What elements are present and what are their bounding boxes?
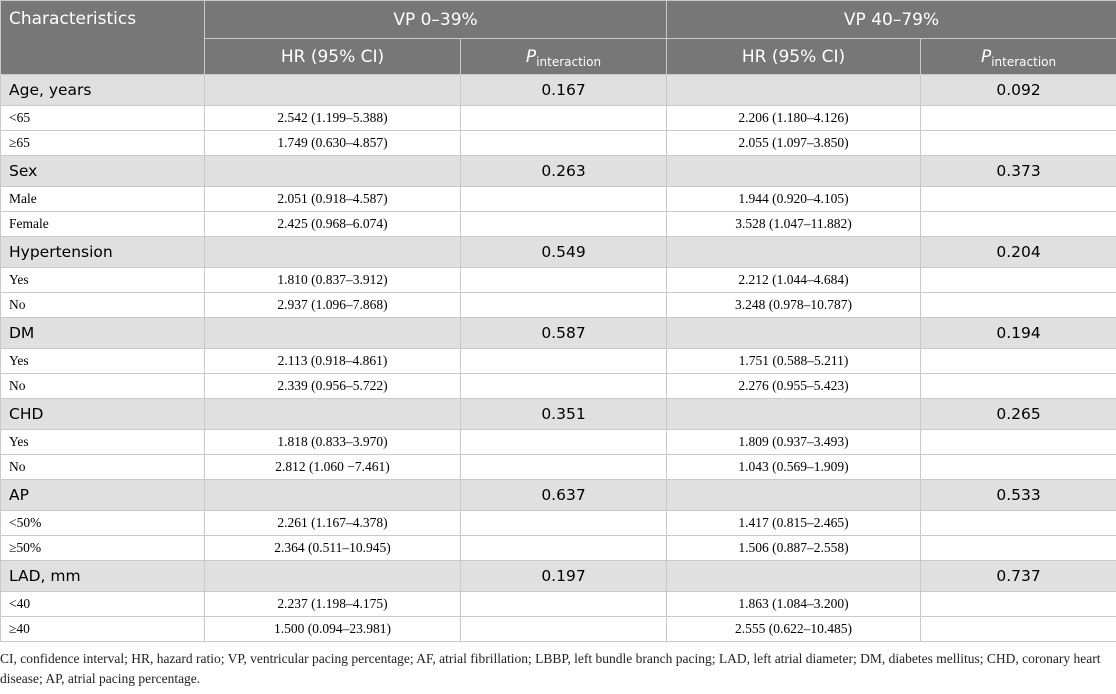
table-row xyxy=(1,131,1116,156)
empty-cell xyxy=(921,268,1116,293)
hr-value: 1.749 (0.630–4.857) xyxy=(205,131,461,156)
hr-value: 1.809 (0.937–3.493) xyxy=(667,430,921,455)
subgroup-label: No xyxy=(1,293,205,318)
group-row xyxy=(1,399,1116,430)
hr-value: 1.810 (0.837–3.912) xyxy=(205,268,461,293)
empty-cell xyxy=(667,480,921,511)
table-row xyxy=(1,592,1116,617)
empty-cell xyxy=(667,237,921,268)
p-interaction-value: 0.351 xyxy=(461,399,667,430)
p-interaction-value: 0.197 xyxy=(461,561,667,592)
table-row xyxy=(1,268,1116,293)
empty-cell xyxy=(921,511,1116,536)
hr-value: 1.506 (0.887–2.558) xyxy=(667,536,921,561)
hr-value: 2.276 (0.955–5.423) xyxy=(667,374,921,399)
hr-value: 2.937 (1.096–7.868) xyxy=(205,293,461,318)
empty-cell xyxy=(921,187,1116,212)
hr-value: 2.051 (0.918–4.587) xyxy=(205,187,461,212)
table-row xyxy=(1,455,1116,480)
subgroup-label: Yes xyxy=(1,268,205,293)
empty-cell xyxy=(205,237,461,268)
table-row xyxy=(1,374,1116,399)
p-interaction-value: 0.167 xyxy=(461,75,667,106)
empty-cell xyxy=(461,617,667,642)
hr-value: 2.212 (1.044–4.684) xyxy=(667,268,921,293)
header-group-vp-40-79: VP 40–79% xyxy=(667,1,1116,39)
empty-cell xyxy=(921,374,1116,399)
group-row xyxy=(1,237,1116,268)
hr-value: 2.055 (1.097–3.850) xyxy=(667,131,921,156)
header-hr-2: HR (95% CI) xyxy=(667,39,921,75)
p-interaction-value: 0.092 xyxy=(921,75,1116,106)
group-label: CHD xyxy=(1,399,205,430)
table-row xyxy=(1,511,1116,536)
p-interaction-value: 0.737 xyxy=(921,561,1116,592)
hr-value: 1.500 (0.094–23.981) xyxy=(205,617,461,642)
hr-value: 1.944 (0.920–4.105) xyxy=(667,187,921,212)
empty-cell xyxy=(667,318,921,349)
group-label: Age, years xyxy=(1,75,205,106)
group-row xyxy=(1,561,1116,592)
hr-value: 2.339 (0.956–5.722) xyxy=(205,374,461,399)
empty-cell xyxy=(921,592,1116,617)
hr-value: 2.812 (1.060 −7.461) xyxy=(205,455,461,480)
group-label: Hypertension xyxy=(1,237,205,268)
p-interaction-value: 0.549 xyxy=(461,237,667,268)
subgroup-label: <50% xyxy=(1,511,205,536)
table-row xyxy=(1,293,1116,318)
subgroup-label: ≥65 xyxy=(1,131,205,156)
header-group-vp-0-39: VP 0–39% xyxy=(205,1,667,39)
empty-cell xyxy=(921,131,1116,156)
hr-value: 1.417 (0.815–2.465) xyxy=(667,511,921,536)
empty-cell xyxy=(205,399,461,430)
table-row xyxy=(1,187,1116,212)
p-interaction-value: 0.533 xyxy=(921,480,1116,511)
hr-value: 1.751 (0.588–5.211) xyxy=(667,349,921,374)
empty-cell xyxy=(921,349,1116,374)
table-row xyxy=(1,617,1116,642)
hr-value: 1.043 (0.569–1.909) xyxy=(667,455,921,480)
hr-value: 2.555 (0.622–10.485) xyxy=(667,617,921,642)
hr-value: 2.113 (0.918–4.861) xyxy=(205,349,461,374)
group-label: DM xyxy=(1,318,205,349)
p-interaction-value: 0.587 xyxy=(461,318,667,349)
p-interaction-value: 0.194 xyxy=(921,318,1116,349)
hr-value: 2.206 (1.180–4.126) xyxy=(667,106,921,131)
group-row xyxy=(1,156,1116,187)
p-subscript: interaction xyxy=(991,54,1057,69)
subgroup-label: <65 xyxy=(1,106,205,131)
header-p-interaction-2 xyxy=(921,39,1116,75)
group-row xyxy=(1,480,1116,511)
table-row xyxy=(1,212,1116,237)
table-row xyxy=(1,536,1116,561)
empty-cell xyxy=(667,399,921,430)
empty-cell xyxy=(667,75,921,106)
p-symbol: P xyxy=(525,46,537,67)
hr-value: 2.237 (1.198–4.175) xyxy=(205,592,461,617)
table-row xyxy=(1,349,1116,374)
hr-value: 2.542 (1.199–5.388) xyxy=(205,106,461,131)
table-header xyxy=(1,1,1116,75)
hr-value: 1.863 (1.084–3.200) xyxy=(667,592,921,617)
hr-value: 2.364 (0.511–10.945) xyxy=(205,536,461,561)
empty-cell xyxy=(921,430,1116,455)
table-body xyxy=(1,75,1116,642)
empty-cell xyxy=(667,561,921,592)
p-interaction-value: 0.204 xyxy=(921,237,1116,268)
subgroup-label: Male xyxy=(1,187,205,212)
group-label: Sex xyxy=(1,156,205,187)
empty-cell xyxy=(205,561,461,592)
subgroup-label: Female xyxy=(1,212,205,237)
empty-cell xyxy=(461,293,667,318)
empty-cell xyxy=(461,349,667,374)
subgroup-label: ≥40 xyxy=(1,617,205,642)
p-interaction-value: 0.637 xyxy=(461,480,667,511)
p-interaction-value: 0.265 xyxy=(921,399,1116,430)
table-row xyxy=(1,430,1116,455)
subgroup-label: Yes xyxy=(1,430,205,455)
subgroup-label: No xyxy=(1,455,205,480)
empty-cell xyxy=(461,187,667,212)
empty-cell xyxy=(921,106,1116,131)
empty-cell xyxy=(921,293,1116,318)
header-p-interaction-1 xyxy=(461,39,667,75)
group-label: LAD, mm xyxy=(1,561,205,592)
empty-cell xyxy=(205,156,461,187)
p-interaction-value: 0.263 xyxy=(461,156,667,187)
empty-cell xyxy=(921,212,1116,237)
empty-cell xyxy=(461,430,667,455)
subgroup-label: <40 xyxy=(1,592,205,617)
group-label: AP xyxy=(1,480,205,511)
empty-cell xyxy=(461,374,667,399)
empty-cell xyxy=(461,268,667,293)
subgroup-label: ≥50% xyxy=(1,536,205,561)
p-symbol: P xyxy=(980,46,992,67)
empty-cell xyxy=(461,212,667,237)
p-interaction-value: 0.373 xyxy=(921,156,1116,187)
hr-value: 2.261 (1.167–4.378) xyxy=(205,511,461,536)
empty-cell xyxy=(921,536,1116,561)
group-row xyxy=(1,318,1116,349)
empty-cell xyxy=(461,131,667,156)
empty-cell xyxy=(461,511,667,536)
p-subscript: interaction xyxy=(536,54,602,69)
empty-cell xyxy=(461,106,667,131)
header-hr-1: HR (95% CI) xyxy=(205,39,461,75)
empty-cell xyxy=(461,536,667,561)
empty-cell xyxy=(461,455,667,480)
empty-cell xyxy=(205,75,461,106)
hr-value: 3.528 (1.047–11.882) xyxy=(667,212,921,237)
empty-cell xyxy=(667,156,921,187)
empty-cell xyxy=(921,455,1116,480)
hr-value: 2.425 (0.968–6.074) xyxy=(205,212,461,237)
empty-cell xyxy=(205,480,461,511)
empty-cell xyxy=(205,318,461,349)
empty-cell xyxy=(921,617,1116,642)
header-characteristics: Characteristics xyxy=(1,1,205,75)
group-row xyxy=(1,75,1116,106)
table-footnote: CI, confidence interval; HR, hazard ratio; VP, ventricular pacing percentage; AF, atrial fibrillation; LBBP, left bundle branch pacing; LAD, left atrial diameter; DM, diabetes mellitus; CHD, coronary heart disease; AP, atrial pacing percentage. xyxy=(0,651,1101,686)
table-row xyxy=(1,106,1116,131)
subgroup-label: Yes xyxy=(1,349,205,374)
empty-cell xyxy=(461,592,667,617)
subgroup-label: No xyxy=(1,374,205,399)
hr-value: 3.248 (0.978–10.787) xyxy=(667,293,921,318)
hr-value: 1.818 (0.833–3.970) xyxy=(205,430,461,455)
